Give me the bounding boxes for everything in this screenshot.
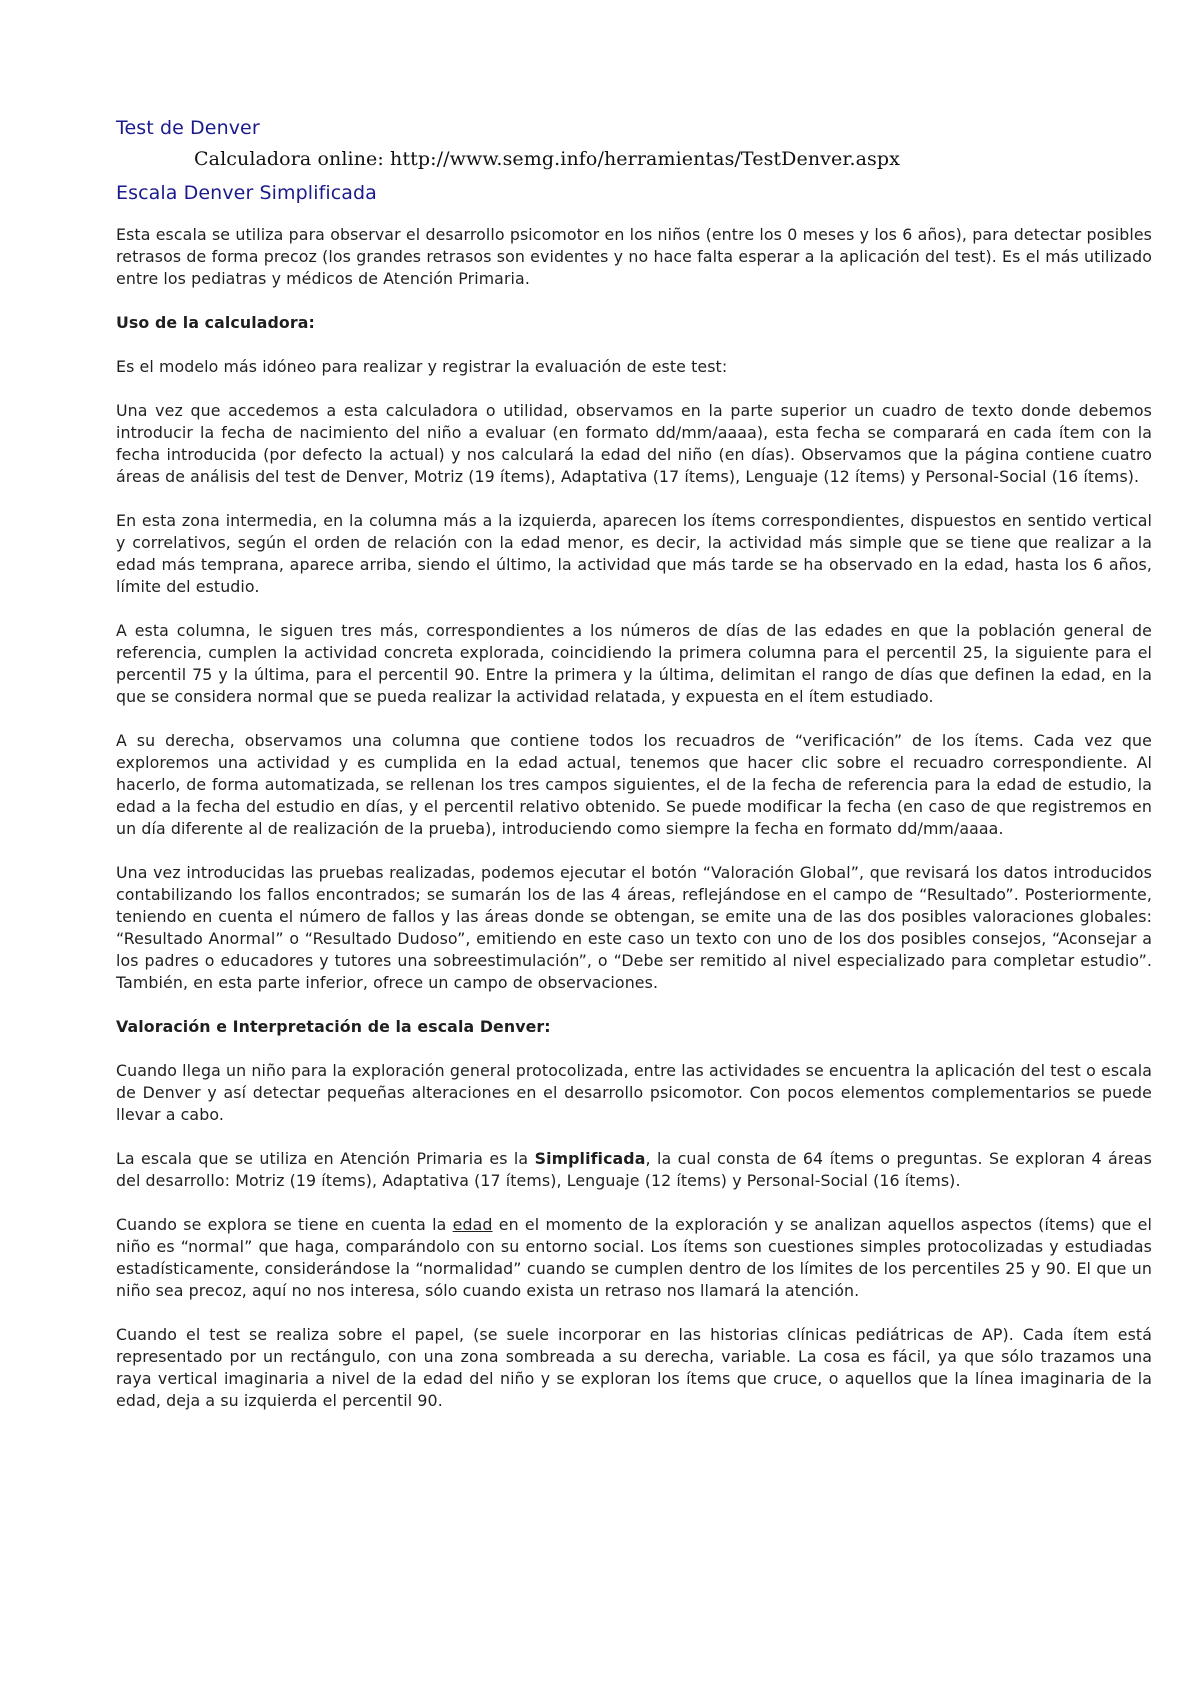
intro-paragraph: Esta escala se utiliza para observar el desarrollo psicomotor en los niños (entre los 0 meses y los 6 años), para detectar posibles retrasos de forma precoz (los grandes retrasos son evidentes y no hace falta esperar a la aplicación del test). Es el más utilizado entre los pediatras y médicos de Atención Primaria. <box>116 225 1152 288</box>
val-p3-underlined: edad <box>452 1215 493 1234</box>
valoracion-paragraph-2 <box>116 1148 1152 1192</box>
uso-heading: Uso de la calculadora: <box>116 313 315 332</box>
uso-paragraph-5: A su derecha, observamos una columna que contiene todos los recuadros de “verificación” de los ítems. Cada vez que exploremos una actividad y es cumplida en la edad actual, tenemos que hacer clic sobre el recuadro correspondiente. Al hacerlo, de forma automatizada, se rellenan los tres campos siguientes, el de la fecha de referencia para la edad de estudio, la edad a la fecha del estudio en días, y el percentil relativo obtenido. Se puede modificar la fecha (en caso de que registremos en un día diferente al de realización de la prueba), introduciendo como siempre la fecha en formato dd/mm/aaaa. <box>116 731 1152 838</box>
uso-paragraph-4: A esta columna, le siguen tres más, correspondientes a los números de días de las edades en que la población general de referencia, cumplen la actividad concreta explorada, coincidiendo la primera columna para el percentil 25, la siguiente para el percentil 75 y la última, para el percentil 90. Entre la primera y la última, delimitan el rango de días que definen la edad, en la que se considera normal que se pueda realizar la actividad relatada, y expuesta en el ítem estudiado. <box>116 621 1152 706</box>
calculator-link[interactable]: Calculadora online: http://www.semg.info/herramientas/TestDenver.aspx <box>194 148 900 170</box>
uso-paragraph-1: Es el modelo más idóneo para realizar y registrar la evaluación de este test: <box>116 357 728 376</box>
val-p2-text-a: La escala que se utiliza en Atención Primaria es la <box>116 1149 535 1168</box>
valoracion-paragraph-4: Cuando el test se realiza sobre el papel, (se suele incorporar en las historias clínicas pediátricas de AP). Cada ítem está representado por un rectángulo, con una zona sombreada a su derecha, variable. La cosa es fácil, ya que sólo trazamos una raya vertical imaginaria a nivel de la edad del niño y se exploran los ítems que cruce, o aquellos que la línea imaginaria de la edad, deja a su izquierda el percentil 90. <box>116 1325 1152 1410</box>
uso-paragraph-6: Una vez introducidas las pruebas realizadas, podemos ejecutar el botón “Valoración Global”, que revisará los datos introducidos contabilizando los fallos encontrados; se sumarán los de las 4 áreas, reflejándose en el campo de “Resultado”. Posteriormente, teniendo en cuenta el número de fallos y las áreas donde se obtengan, se emite una de las dos posibles valoraciones globales: “Resultado Anormal” o “Resultado Dudoso”, emitiendo en este caso un texto con uno de los dos posibles consejos, “Aconsejar a los padres o educadores y tutores una sobreestimulación”, o “Debe ser remitido al nivel especializado para completar estudio”. También, en esta parte inferior, ofrece un campo de observaciones. <box>116 863 1152 992</box>
valoracion-paragraph-3 <box>116 1214 1152 1302</box>
val-p3-text-b: en el momento de la exploración y se analizan aquellos aspectos (ítems) que el niño es “normal” que haga, comparándolo con su entorno social. Los ítems son cuestiones simples protocolizadas y estudiadas estadísticamente, considerándose la “normalidad” cuando se cumplen dentro de los límites de los percentiles 25 y 90. El que un niño sea precoz, aquí no nos interesa, sólo cuando exista un retraso nos llamará la atención. <box>116 1215 1152 1300</box>
val-p2-text-b: , la cual consta de 64 ítems o preguntas. Se exploran 4 áreas del desarrollo: Motriz (19 ítems), Adaptativa (17 ítems), Lenguaje (12 ítems) y Personal-Social (16 ítems). <box>116 1149 1153 1190</box>
val-p2-bold: Simplificada <box>534 1149 646 1168</box>
valoracion-heading: Valoración e Interpretación de la escala Denver: <box>116 1017 551 1036</box>
val-p3-text-a: Cuando se explora se tiene en cuenta la <box>116 1215 453 1234</box>
section-subtitle: Escala Denver Simplificada <box>116 182 377 204</box>
uso-paragraph-2: Una vez que accedemos a esta calculadora o utilidad, observamos en la parte superior un cuadro de texto donde debemos introducir la fecha de nacimiento del niño a evaluar (en formato dd/mm/aaaa), esta fecha se comparará en cada ítem con la fecha introducida (por defecto la actual) y nos calculará la edad del niño (en días). Observamos que la página contiene cuatro áreas de análisis del test de Denver, Motriz (19 ítems), Adaptativa (17 ítems), Lenguaje (12 ítems) y Personal-Social (16 ítems). <box>116 401 1152 486</box>
document-page <box>116 108 1152 1434</box>
valoracion-paragraph-1: Cuando llega un niño para la exploración general protocolizada, entre las actividades se encuentra la aplicación del test o escala de Denver y así detectar pequeñas alteraciones en el desarrollo psicomotor. Con pocos elementos complementarios se puede llevar a cabo. <box>116 1061 1152 1124</box>
page-title: Test de Denver <box>116 117 260 139</box>
uso-paragraph-3: En esta zona intermedia, en la columna más a la izquierda, aparecen los ítems correspondientes, dispuestos en sentido vertical y correlativos, según el orden de relación con la edad menor, es decir, la actividad más simple que se tiene que realizar a la edad más temprana, aparece arriba, siendo el último, la actividad que más tarde se ha observado en la edad, hasta los 6 años, límite del estudio. <box>116 511 1152 596</box>
